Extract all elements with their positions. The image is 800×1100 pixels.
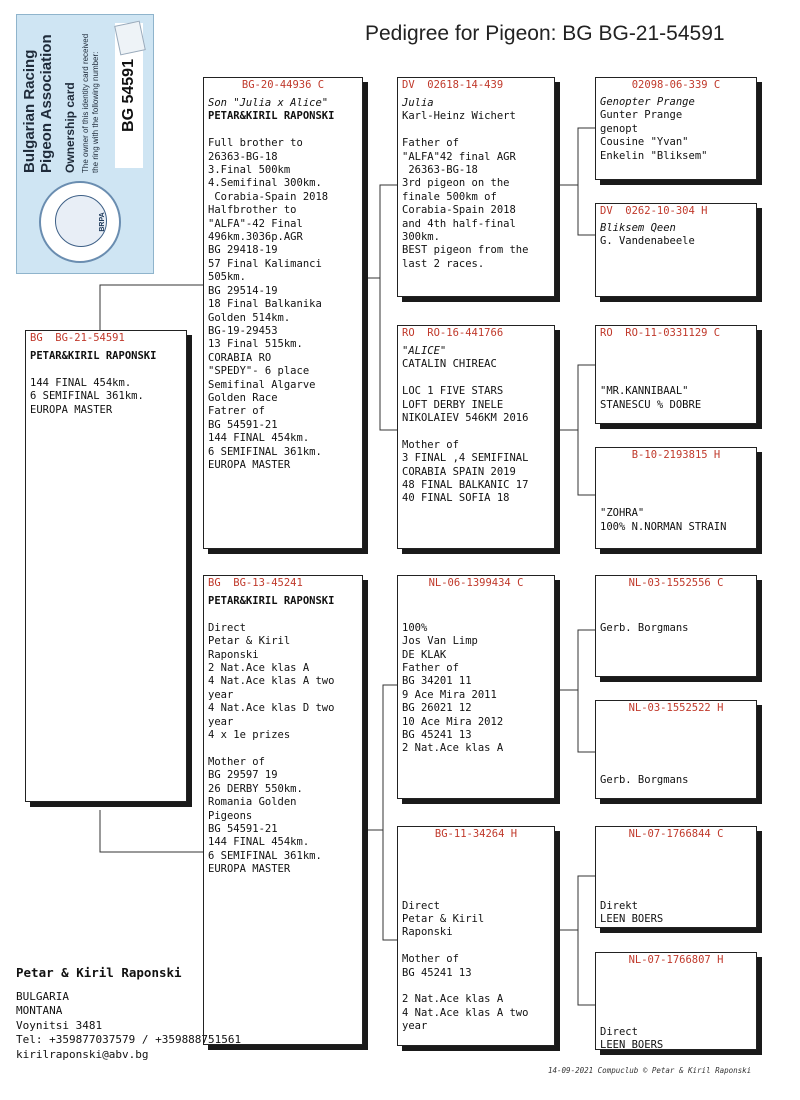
ring-number-header: BG BG-21-54591 [30, 332, 125, 344]
pigeon-box-ssd: DV 0262-10-304 H Bliksem Qeen G. Vandenabeele [595, 203, 757, 297]
pigeon-box-dam-dam: BG-11-34264 H Direct Petar & Kiril Raponski Mother of BG 45241 13 2 Nat.Ace klas A 4 Nat.Ace klas A two year [397, 826, 555, 1046]
ownership-card-heading: Ownership card [63, 82, 77, 173]
pigeon-box-sire: BG-20-44936 C Son "Julia x Alice" PETAR&KIRIL RAPONSKI Full brother to 26363-BG-18 3.Final 500km 4.Semifinal 300km. Corabia-Spain 2018 Halfbrother to "ALFA"-42 Final 496km.3036p.AGR BG 29418-19 57 Final Kalimanci 505km. BG 29514-19 18 Final Balkanika Golden 514km. BG-19-29453 13 Final 515km. CORABIA RO "SPEDY"- 6 place Semifinal Algarve Golden Race Fatrer of BG 54591-21 144 FINAL 454km. 6 SEMIFINAL 361km. EUROPA MASTER [203, 77, 363, 549]
pigeon-box-dss: NL-03-1552556 C Gerb. Borgmans [595, 575, 757, 677]
ownership-card-description: The owner of this identity card received the ring with the following number: [81, 33, 100, 173]
pigeon-box-dsd: NL-03-1552522 H Gerb. Borgmans [595, 700, 757, 799]
breeder-contact: Petar & Kiril Raponski BULGARIA MONTANA Voynitsi 3481 Tel: +359877037579 / +359888751561 kirilraponski@abv.bg [16, 965, 242, 1061]
ring-number-header: RO RO-11-0331129 C [600, 327, 721, 339]
pigeon-box-dam: BG BG-13-45241 PETAR&KIRIL RAPONSKI Direct Petar & Kiril Raponski 2 Nat.Ace klas A 4 Nat.Ace klas A two year 4 Nat.Ace klas D two year 4 x 1e prizes Mother of BG 29597 19 26 DERBY 550km. Romania Golden Pigeons BG 54591-21 144 FINAL 454km. 6 SEMIFINAL 361km. EUROPA MASTER [203, 575, 363, 1045]
footer-credit: 14-09-2021 Compuclub © Petar & Kiril Raponski [548, 1066, 752, 1075]
pigeon-box-sire-sire: DV 02618-14-439 Julia Karl-Heinz Wichert Father of "ALFA"42 final AGR 26363-BG-18 3rd pigeon on the finale 500km of Corabia-Spain 2018 and 4th half-final 300km. BEST pigeon from the last 2 races. [397, 77, 555, 297]
ring-number-header: 02098-06-339 C [631, 79, 721, 91]
ring-number-header: NL-07-1766844 C [628, 828, 724, 840]
pigeon-box-ddd: NL-07-1766807 H Direct LEEN BOERS [595, 952, 757, 1050]
ring-number-header: NL-03-1552556 C [628, 577, 724, 589]
ring-number-header: NL-06-1399434 C [428, 577, 524, 589]
ring-number-header: BG-20-44936 C [241, 79, 325, 91]
pigeon-box-sire-dam: RO RO-16-441766 "ALICE" CATALIN CHIREAC LOC 1 FIVE STARS LOFT DERBY INELE NIKOLAIEV 546KM 2016 Mother of 3 FINAL ,4 SEMIFINAL CORABIA SPAIN 2019 48 FINAL BALKANIC 17 40 FINAL SOFIA 18 [397, 325, 555, 549]
breeder-phone: Tel: +359877037579 / +359888751561 [16, 1033, 242, 1046]
ring-number-header: DV 0262-10-304 H [600, 205, 708, 217]
association-name: Bulgarian Racing Pigeon Association [21, 34, 55, 173]
association-logo-icon: BRPA [39, 181, 121, 263]
ring-number-header: RO RO-16-441766 [402, 327, 504, 339]
pigeon-box-sds: RO RO-11-0331129 C "MR.KANNIBAAL" STANESCU % DOBRE [595, 325, 757, 424]
ring-number-header: B-10-2193815 H [631, 449, 721, 461]
pigeon-box-sdd: B-10-2193815 H "ZOHRA" 100% N.NORMAN STRAIN [595, 447, 757, 549]
breeder-email: kirilraponski@abv.bg [16, 1047, 149, 1061]
ring-number-header: BG BG-13-45241 [208, 577, 303, 589]
pigeon-box-dds: NL-07-1766844 C Direkt LEEN BOERS [595, 826, 757, 928]
breeder-name: Petar & Kiril Raponski [16, 965, 182, 980]
ring-number-header: NL-03-1552522 H [628, 702, 724, 714]
pigeon-box-subject: BG BG-21-54591 PETAR&KIRIL RAPONSKI 144 FINAL 454km. 6 SEMIFINAL 361km. EUROPA MASTER [25, 330, 187, 802]
ring-number-header: DV 02618-14-439 [402, 79, 504, 91]
ring-number-header: NL-07-1766807 H [628, 954, 724, 966]
page-title: Pedigree for Pigeon: BG BG-21-54591 [365, 22, 725, 45]
ring-number-header: BG-11-34264 H [434, 828, 518, 840]
owner-name: PETAR&KIRIL RAPONSKI [30, 350, 157, 362]
ring-number: BG 54591 [115, 23, 143, 168]
pigeon-box-sss: 02098-06-339 C Genopter Prange Gunter Prange genopt Cousine "Yvan" Enkelin "Bliksem" [595, 77, 757, 180]
pigeon-box-dam-sire: NL-06-1399434 C 100% Jos Van Limp DE KLAK Father of BG 34201 11 9 Ace Mira 2011 BG 26021 12 10 Ace Mira 2012 BG 45241 13 2 Nat.Ace klas A [397, 575, 555, 799]
